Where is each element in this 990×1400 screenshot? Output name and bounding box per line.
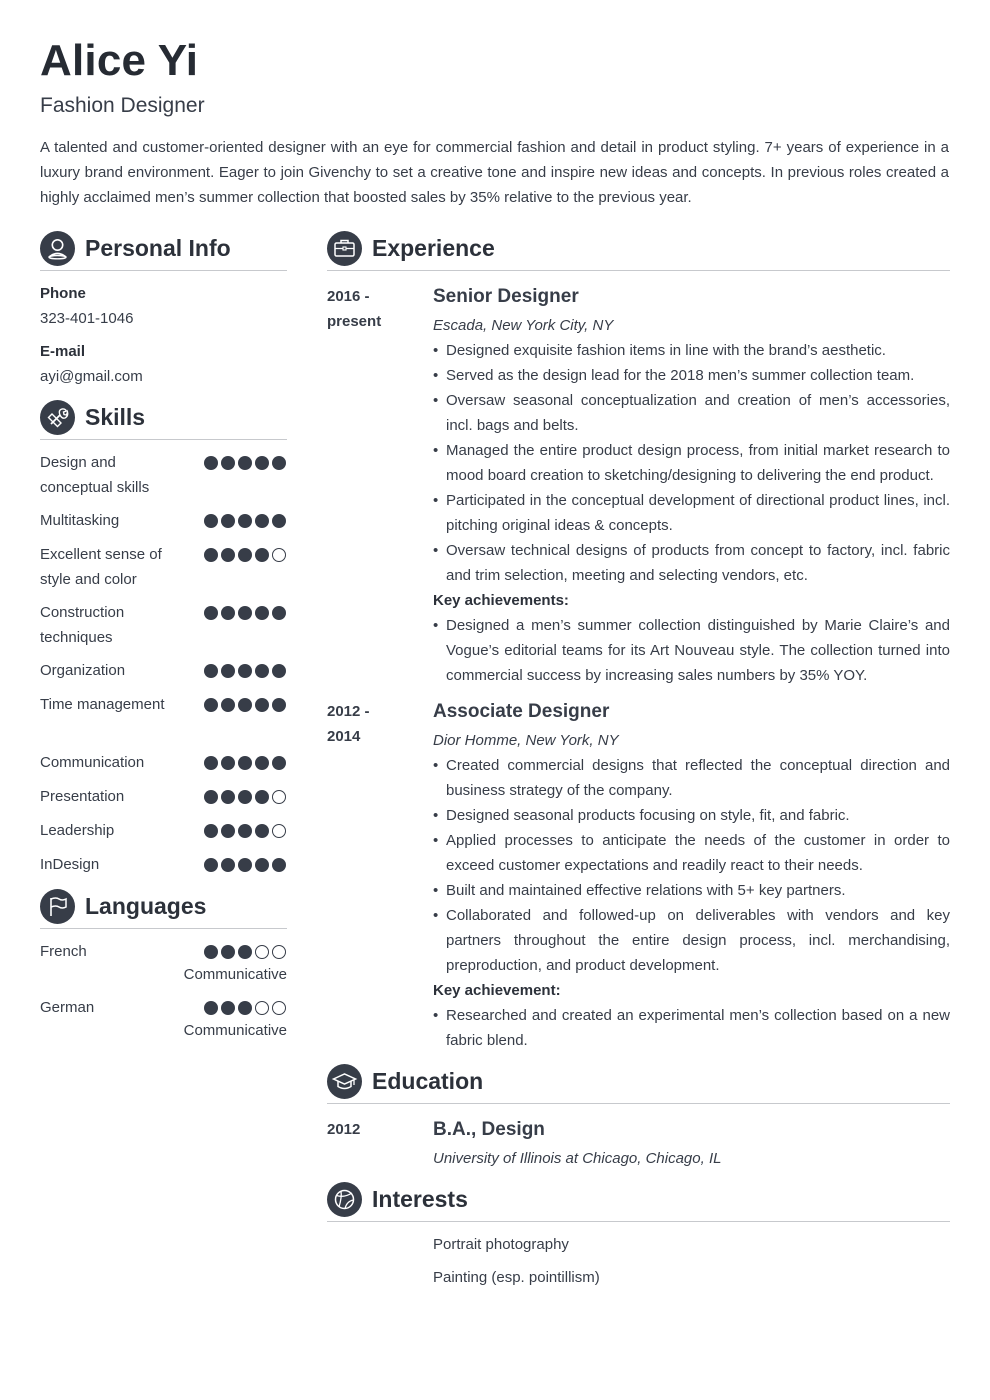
skill-rating [204,790,287,804]
experience-divider [327,270,950,271]
rating-dot-filled [255,858,269,872]
skill-label: Multitasking [40,512,120,529]
rating-dot-empty [255,945,269,959]
language-label: German [40,999,95,1016]
rating-dot-filled [221,790,235,804]
job-date-end: 2014 [327,728,361,745]
rating-dot-filled [272,756,286,770]
rating-dot-filled [255,790,269,804]
rating-dot-filled [238,606,252,620]
rating-dot-filled [204,456,218,470]
skill-rating [204,606,287,620]
rating-dot-filled [272,858,286,872]
rating-dot-filled [221,456,235,470]
rating-dot-filled [221,548,235,562]
rating-dot-filled [204,1001,218,1015]
phone-label: Phone [40,285,86,302]
summary-paragraph: A talented and customer-oriented designer with an eye for commercial fashion and detail in product styling. 7+ years of experience in a luxury brand environment. Eager to join Givenchy to set a creative tone and inspire new ideas and concepts. In previous roles created a highly acclaimed men’s summer collection that boosted sales by 35% relative to the previous year. [40,139,949,206]
briefcase-icon [327,231,362,266]
basketball-icon [327,1182,362,1217]
experience-heading: Experience [372,235,495,261]
rating-dot-filled [238,790,252,804]
interest-item: Painting (esp. pointillism) [433,1269,600,1286]
rating-dot-filled [272,514,286,528]
flag-icon [40,889,75,924]
rating-dot-filled [272,606,286,620]
job-title: Senior Designer [433,286,579,307]
interests-divider [327,1221,950,1222]
rating-dot-filled [204,824,218,838]
rating-dot-empty [255,1001,269,1015]
email-label: E-mail [40,343,86,360]
languages-heading: Languages [85,893,207,919]
rating-dot-filled [255,824,269,838]
rating-dot-filled [255,698,269,712]
rating-dot-filled [204,664,218,678]
list-item: • Participated in the conceptual development of directional product lines, incl. pitching original ideas & concepts. [433,492,950,534]
list-item: • Built and maintained effective relations with 5+ key partners. [433,882,846,899]
rating-dot-filled [255,514,269,528]
rating-dot-filled [255,756,269,770]
rating-dot-filled [272,698,286,712]
rating-dot-empty [272,1001,286,1015]
language-proficiency: Communicative [183,1022,287,1039]
job-date [327,699,407,749]
language-proficiency: Communicative [183,966,287,983]
rating-dot-filled [238,1001,252,1015]
rating-dot-filled [204,858,218,872]
skill-label: Time management [40,696,165,713]
job-company: Escada, New York City, NY [433,317,614,334]
rating-dot-filled [272,456,286,470]
rating-dot-filled [221,606,235,620]
rating-dot-filled [221,756,235,770]
education-degree: B.A., Design [433,1119,545,1140]
skill-label: InDesign [40,856,100,873]
candidate-name: Alice Yi [40,36,199,85]
rating-dot-filled [204,606,218,620]
rating-dot-filled [238,824,252,838]
tools-icon [40,400,75,435]
graduation-cap-icon [327,1064,362,1099]
skill-rating [204,548,287,562]
interest-item: Portrait photography [433,1236,569,1253]
list-item: • Designed exquisite fashion items in line with the brand’s aesthetic. [433,342,886,359]
rating-dot-filled [204,790,218,804]
rating-dot-filled [221,514,235,528]
interests-heading: Interests [372,1186,468,1212]
rating-dot-filled [221,945,235,959]
job-date-end: present [327,313,382,330]
job-date [327,284,407,334]
skill-label: Presentation [40,788,125,805]
language-rating [204,1001,287,1015]
skill-rating [204,824,287,838]
education-year: 2012 [327,1121,361,1138]
rating-dot-filled [221,858,235,872]
rating-dot-empty [272,824,286,838]
rating-dot-filled [238,756,252,770]
personal-info-divider [40,270,287,271]
job-responsibilities [433,753,950,978]
skill-rating [204,698,287,712]
education-school: University of Illinois at Chicago, Chicago, IL [433,1150,722,1167]
phone-value: 323-401-1046 [40,310,134,327]
rating-dot-filled [221,664,235,678]
list-item: • Collaborated and followed-up on deliverables with vendors and key partners throughout the entire design process, incl. merchandising, preproduction, and product development. [433,907,950,974]
language-label: French [40,943,87,960]
skill-rating [204,756,287,770]
email-value: ayi@gmail.com [40,368,143,385]
education-divider [327,1103,950,1104]
rating-dot-empty [272,945,286,959]
rating-dot-filled [255,606,269,620]
candidate-job-title: Fashion Designer [40,94,205,117]
list-item: • Oversaw technical designs of products from concept to factory, incl. fabric and trim selection, meeting and selecting vendors, etc. [433,542,950,584]
list-item: • Managed the entire product design process, from initial market research to mood board creation to sketching/designing to delivering the end product. [433,442,950,484]
rating-dot-filled [272,664,286,678]
skills-heading: Skills [85,404,146,430]
languages-divider [40,928,287,929]
list-item: • Served as the design lead for the 2018 men’s summer collection team. [433,367,915,384]
rating-dot-filled [238,514,252,528]
skill-label: Organization [40,662,126,679]
rating-dot-filled [238,858,252,872]
rating-dot-empty [272,790,286,804]
rating-dot-filled [221,824,235,838]
job-responsibilities [433,338,950,588]
skill-rating [204,858,287,872]
rating-dot-empty [272,548,286,562]
rating-dot-filled [204,756,218,770]
job-date-start: 2012 - [327,703,370,720]
job-date-start: 2016 - [327,288,370,305]
rating-dot-filled [204,698,218,712]
key-achievement-label: Key achievement: [433,982,561,999]
skill-rating [204,514,287,528]
rating-dot-filled [238,456,252,470]
personal-info-heading: Personal Info [85,235,231,261]
rating-dot-filled [238,698,252,712]
key-achievements-label: Key achievements: [433,592,569,609]
rating-dot-filled [255,664,269,678]
job-company: Dior Homme, New York, NY [433,732,619,749]
list-item: • Created commercial designs that reflected the conceptual direction and business strategy of the company. [433,757,950,799]
rating-dot-filled [238,664,252,678]
skills-divider [40,439,287,440]
rating-dot-filled [255,548,269,562]
rating-dot-filled [238,548,252,562]
job-achievements [433,613,950,688]
rating-dot-filled [221,1001,235,1015]
rating-dot-filled [221,698,235,712]
list-item: • Oversaw seasonal conceptualization and creation of men’s accessories, incl. bags and belts. [433,392,950,434]
rating-dot-filled [204,514,218,528]
rating-dot-filled [204,945,218,959]
education-heading: Education [372,1068,484,1094]
skill-label: Excellent sense of style and color [40,546,162,588]
rating-dot-filled [204,548,218,562]
person-icon [40,231,75,266]
skill-label: Leadership [40,822,115,839]
list-item: • Designed a men’s summer collection distinguished by Marie Claire’s and Vogue’s editorial teams for its Art Nouveau style. The collection turned into commercial success by increasing sales numbers by 35% YOY. [433,617,950,684]
job-achievements [433,1003,950,1053]
list-item: • Researched and created an experimental men’s collection based on a new fabric blend. [433,1007,950,1049]
skill-rating [204,456,287,470]
rating-dot-filled [255,456,269,470]
rating-dot-filled [238,945,252,959]
language-rating [204,945,287,959]
list-item: • Applied processes to anticipate the needs of the customer in order to exceed customer expectations and readily react to their needs. [433,832,950,874]
job-title: Associate Designer [433,701,610,722]
skill-label: Construction techniques [40,604,125,646]
list-item: • Designed seasonal products focusing on style, fit, and fabric. [433,807,850,824]
skill-label: Design and conceptual skills [40,454,150,496]
skill-rating [204,664,287,678]
skill-label: Communication [40,754,145,771]
